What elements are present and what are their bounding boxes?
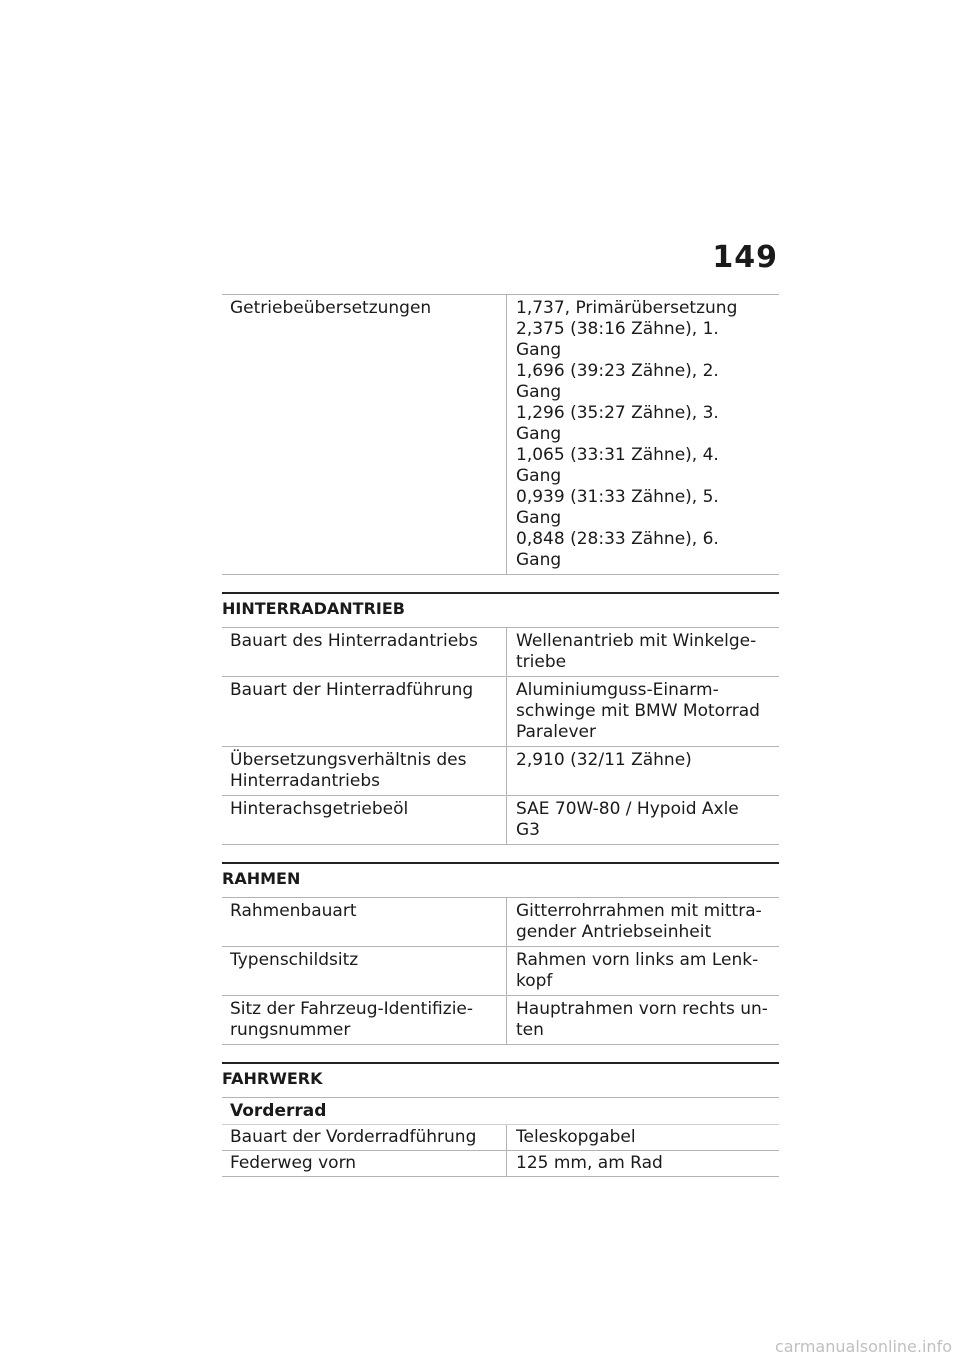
subsection-vorderrad — [222, 1097, 779, 1125]
spec-label: Übersetzungsverhältnis des Hinterradantriebs — [230, 750, 467, 791]
spec-value: Wellenantrieb mit Winkelge- triebe — [506, 628, 779, 676]
spec-row — [222, 796, 779, 845]
spec-row — [222, 1125, 779, 1151]
spec-value: SAE 70W-80 / Hypoid Axle G3 — [506, 796, 779, 844]
spec-label: Rahmenbauart — [230, 901, 357, 921]
spec-label: Sitz der Fahrzeug-Identifizie- rungsnummer — [230, 999, 474, 1040]
spec-label: Hinterachsgetriebeöl — [230, 799, 409, 819]
spec-row — [222, 947, 779, 996]
spec-row — [222, 627, 779, 677]
subsection-title: Vorderrad — [222, 1098, 779, 1125]
spec-value: Rahmen vorn links am Lenk- kopf — [506, 947, 779, 995]
spec-row — [222, 677, 779, 747]
spec-value: 1,737, Primärübersetzung 2,375 (38:16 Zähne), 1. Gang 1,696 (39:23 Zähne), 2. Gang 1,296 (35:27 Zähne), 3. Gang 1,065 (33:31 Zähne), 4. Gang 0,939 (31:33 Zähne), 5. Gang 0,848 (28:33 Zähne), 6. Gang — [506, 295, 779, 574]
spec-value: 2,910 (32/11 Zähne) — [506, 747, 779, 795]
section-title-fahrwerk: FAHRWERK — [222, 1062, 779, 1097]
spec-row — [222, 1151, 779, 1177]
spec-content — [222, 294, 779, 1177]
spec-value: Aluminiumguss-Einarm- schwinge mit BMW Motorrad Paralever — [506, 677, 779, 746]
spec-value: Gitterrohrrahmen mit mittra- gender Antriebseinheit — [506, 898, 779, 946]
section-title-hinterradantrieb: HINTERRADANTRIEB — [222, 592, 779, 627]
spec-value: 125 mm, am Rad — [506, 1151, 779, 1176]
spec-label: Getriebeübersetzungen — [230, 298, 432, 318]
watermark: carmanualsonline.info — [774, 1337, 952, 1356]
spec-value: Hauptrahmen vorn rechts un- ten — [506, 996, 779, 1044]
section-title-rahmen: RAHMEN — [222, 862, 779, 897]
spec-label: Federweg vorn — [230, 1153, 357, 1173]
spec-label: Bauart des Hinterradantriebs — [230, 631, 478, 651]
spec-label: Bauart der Hinterradführung — [230, 680, 474, 700]
spec-row — [222, 897, 779, 947]
spec-label: Typenschildsitz — [230, 950, 359, 970]
spec-row-gear-ratios — [222, 294, 779, 575]
spec-row — [222, 996, 779, 1045]
page-number: 149 — [712, 240, 778, 275]
spec-label: Bauart der Vorderradführung — [230, 1127, 477, 1147]
spec-row — [222, 747, 779, 796]
spec-value: Teleskopgabel — [506, 1125, 779, 1150]
